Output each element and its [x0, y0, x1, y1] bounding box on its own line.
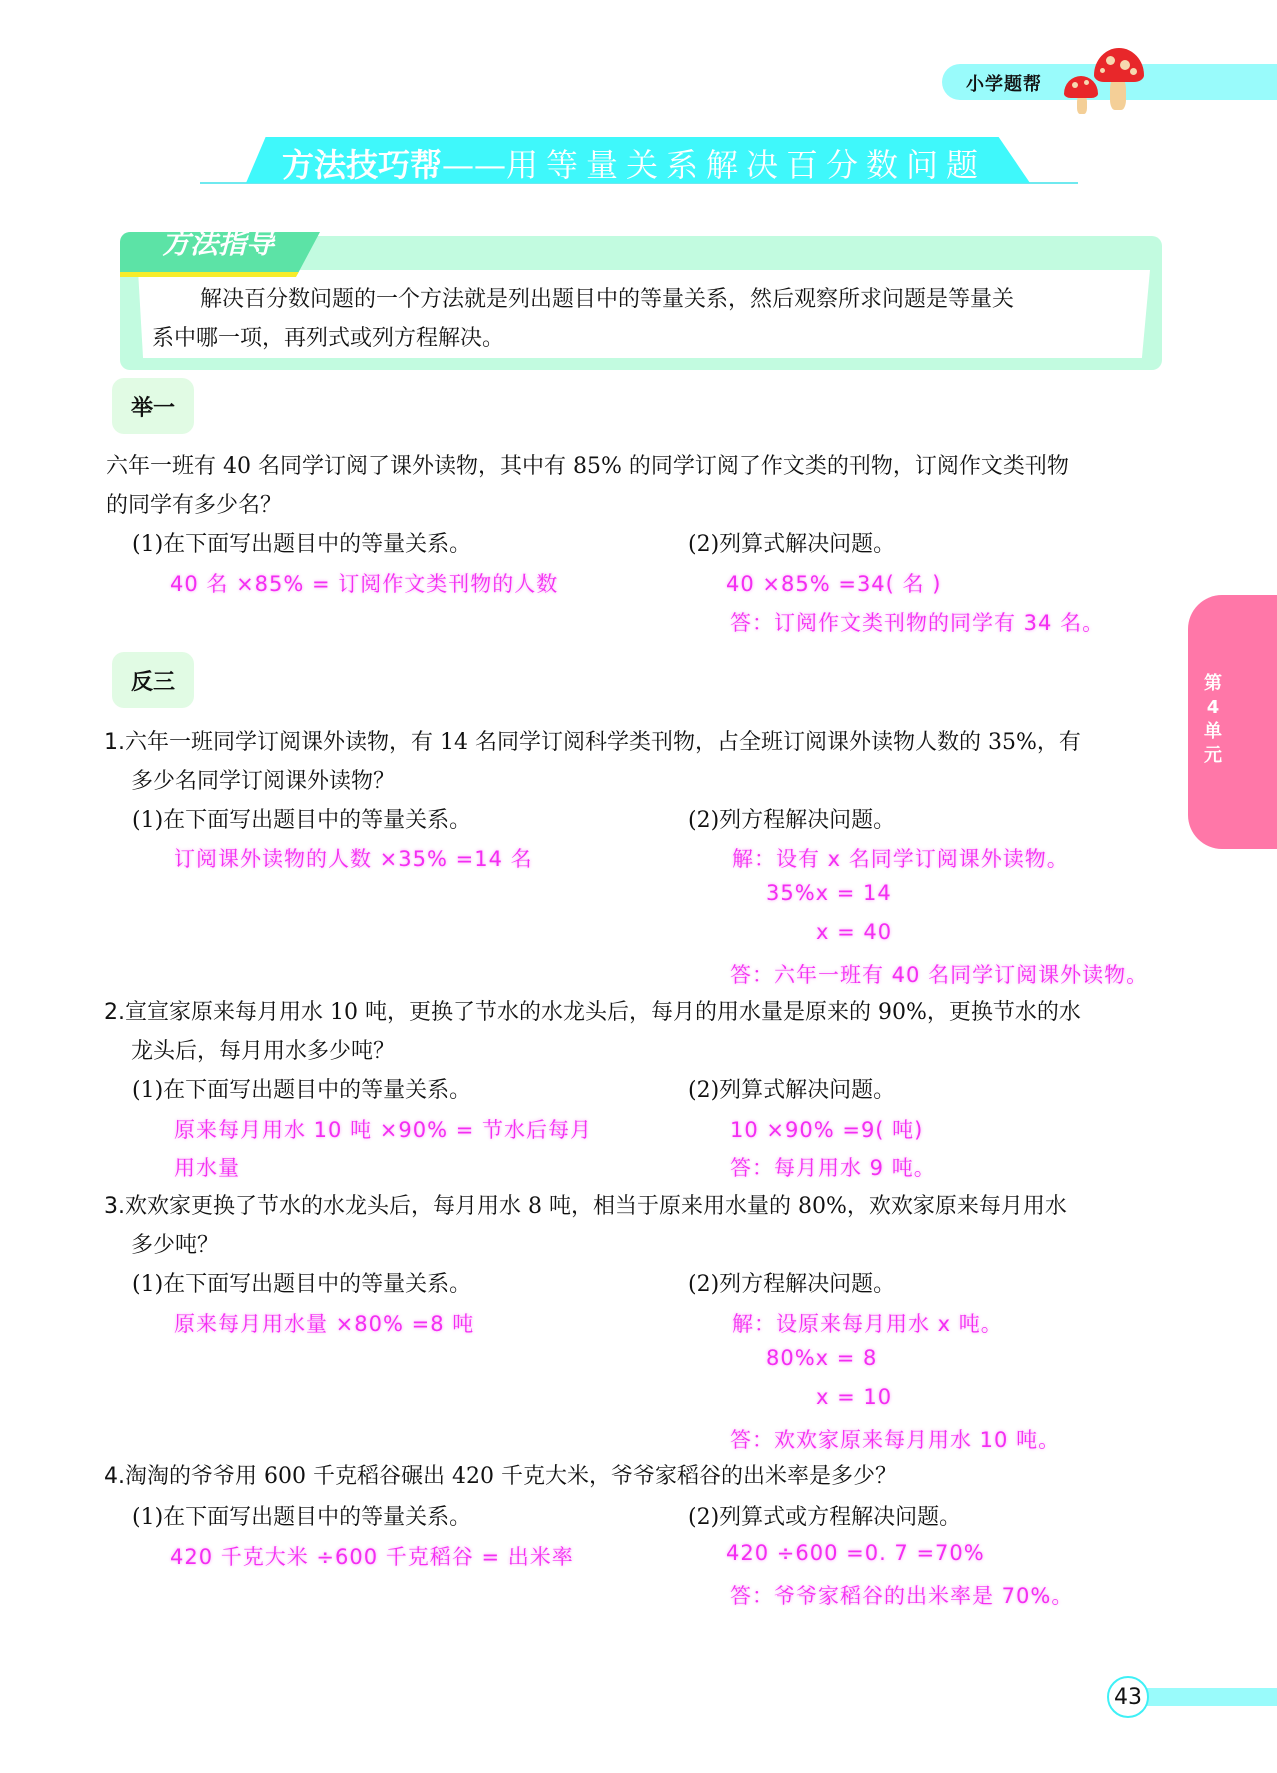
example-label: 举一	[112, 378, 194, 434]
mushroom-icon-large	[1094, 48, 1146, 112]
unit-side-label: 第 4 单 元	[1204, 673, 1222, 766]
question-3-answer1: 原来每月用水量 ×80% =8 吨	[174, 1312, 475, 1336]
question-3-part1: (1)在下面写出题目中的等量关系。	[132, 1272, 472, 1297]
question-4-answer2-line1: 420 ÷600 =0. 7 =70%	[726, 1541, 985, 1565]
question-1-answer2-line4: 答：六年一班有 40 名同学订阅课外读物。	[730, 963, 1149, 987]
question-4-answer2-line2: 答：爷爷家稻谷的出米率是 70%。	[730, 1584, 1074, 1608]
question-1: 1.六年一班同学订阅课外读物，有 14 名同学订阅科学类刊物，占全班订阅课外读物人数的 35%，有 多少名同学订阅课外读物？	[104, 730, 1081, 794]
question-4-answer1: 420 千克大米 ÷600 千克稻谷 = 出米率	[170, 1545, 574, 1569]
example-answer1: 40 名 ×85% = 订阅作文类刊物的人数	[170, 572, 559, 596]
example-part1: (1)在下面写出题目中的等量关系。	[132, 532, 472, 557]
question-2-part1: (1)在下面写出题目中的等量关系。	[132, 1078, 472, 1103]
question-2-part2: (2)列算式解决问题。	[688, 1078, 896, 1103]
question-4: 4.淘淘的爷爷用 600 千克稻谷碾出 420 千克大米，爷爷家稻谷的出米率是多少？	[104, 1464, 897, 1489]
question-1-answer2-line1: 解：设有 x 名同学订阅课外读物。	[732, 847, 1069, 871]
footer-bar	[1145, 1688, 1277, 1706]
question-3-part2: (2)列方程解决问题。	[688, 1272, 896, 1297]
brand-label: 小学题帮	[966, 74, 1042, 95]
question-1-answer2-line2: 35%x = 14	[766, 881, 892, 905]
guide-tab-label: 方法指导	[162, 227, 275, 260]
title-sub: 用等量关系解决百分数问题	[506, 146, 987, 184]
example-answer2-line2: 答：订阅作文类刊物的同学有 34 名。	[730, 611, 1105, 635]
question-1-answer2-line3: x = 40	[816, 920, 893, 944]
question-2-answer2-line1: 10 ×90% =9( 吨)	[730, 1118, 924, 1142]
title-main: 方法技巧帮	[282, 146, 443, 184]
question-2-answer1-line2: 用水量	[174, 1156, 240, 1180]
question-1-answer1: 订阅课外读物的人数 ×35% =14 名	[174, 847, 533, 871]
question-3-answer2-line1: 解：设原来每月用水 x 吨。	[732, 1312, 1003, 1336]
example-part2: (2)列算式解决问题。	[688, 532, 896, 557]
question-2-answer1-line1: 原来每月用水 10 吨 ×90% = 节水后每月	[174, 1118, 592, 1142]
title-dash: ——	[442, 146, 507, 184]
question-3-answer2-line4: 答：欢欢家原来每月用水 10 吨。	[730, 1428, 1061, 1452]
question-2: 2.宣宣家原来每月用水 10 吨，更换了节水的水龙头后，每月的用水量是原来的 90%，更换节水的水 龙头后，每月用水多少吨？	[104, 1000, 1081, 1064]
page-number: 43	[1107, 1676, 1149, 1718]
practice-label: 反三	[112, 652, 194, 708]
example-question: 六年一班有 40 名同学订阅了课外读物，其中有 85% 的同学订阅了作文类的刊物，订阅作文类刊物 的同学有多少名？	[106, 454, 1069, 518]
question-1-part1: (1)在下面写出题目中的等量关系。	[132, 808, 472, 833]
guide-text: 解决百分数问题的一个方法就是列出题目中的等量关系，然后观察所求问题是等量关 系中哪一项，再列式或列方程解决。	[152, 287, 1015, 351]
question-3-answer2-line2: 80%x = 8	[766, 1346, 878, 1370]
question-4-part1: (1)在下面写出题目中的等量关系。	[132, 1505, 472, 1530]
page-title	[282, 140, 986, 186]
question-4-part2: (2)列算式或方程解决问题。	[688, 1505, 962, 1530]
question-3-answer2-line3: x = 10	[816, 1385, 893, 1409]
question-3: 3.欢欢家更换了节水的水龙头后，每月用水 8 吨，相当于原来用水量的 80%，欢欢家原来每月用水 多少吨？	[104, 1194, 1067, 1258]
question-2-answer2-line2: 答：每月用水 9 吨。	[730, 1156, 936, 1180]
question-1-part2: (2)列方程解决问题。	[688, 808, 896, 833]
example-answer2-line1: 40 ×85% =34( 名 )	[726, 572, 942, 596]
